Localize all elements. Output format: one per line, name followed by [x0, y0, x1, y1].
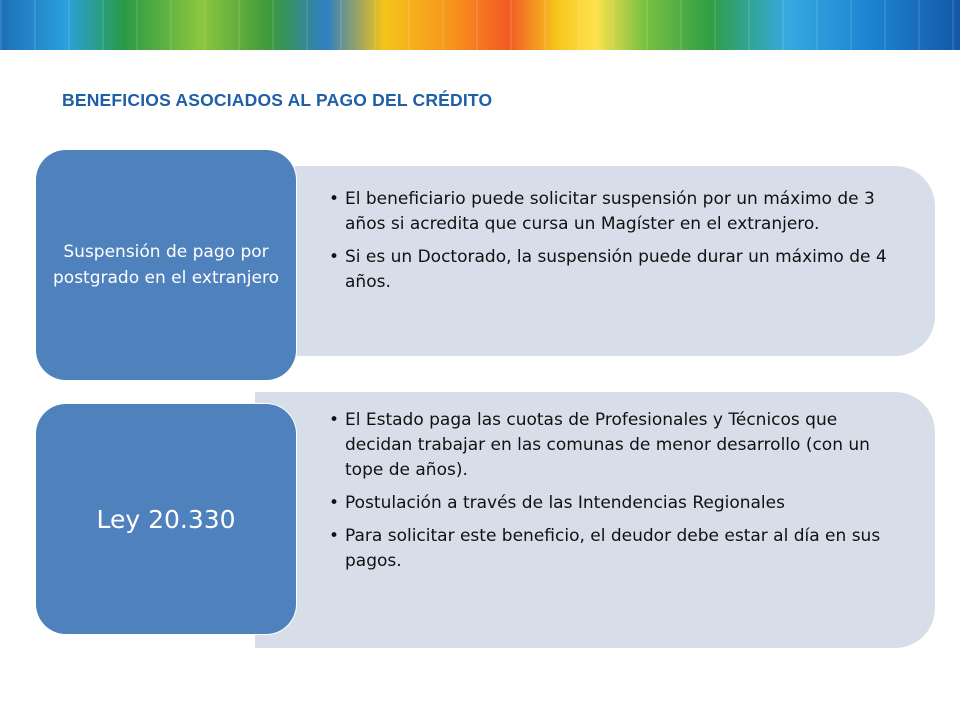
- section-1-label-box: [36, 150, 296, 380]
- section-2-bullet-1: • El Estado paga las cuotas de Profesionales y Técnicos que decidan trabajar en las comunas de menor desarrollo (con un tope de años).: [345, 408, 907, 483]
- section-2-content-panel: [255, 392, 935, 648]
- section-2-label-box: [36, 404, 296, 634]
- section-2-bullet-list: [255, 392, 935, 574]
- section-1-bullet-list: [255, 166, 935, 295]
- section-1-bullet-2: • Si es un Doctorado, la suspensión puede durar un máximo de 4 años.: [345, 245, 907, 295]
- section-2-bullet-3: • Para solicitar este beneficio, el deudor debe estar al día en sus pagos.: [345, 524, 907, 574]
- section-2-bullet-2: • Postulación a través de las Intendencias Regionales: [345, 491, 907, 516]
- section-1-bullet-1: • El beneficiario puede solicitar suspensión por un máximo de 3 años si acredita que cursa un Magíster en el extranjero.: [345, 187, 907, 237]
- page-title: BENEFICIOS ASOCIADOS AL PAGO DEL CRÉDITO: [62, 90, 493, 110]
- decorative-color-stripe: [0, 0, 960, 50]
- section-1-content-panel: [255, 166, 935, 356]
- section-2-label: Ley 20.330: [96, 504, 236, 534]
- section-1-label: Suspensión de pago por postgrado en el extranjero: [53, 242, 279, 288]
